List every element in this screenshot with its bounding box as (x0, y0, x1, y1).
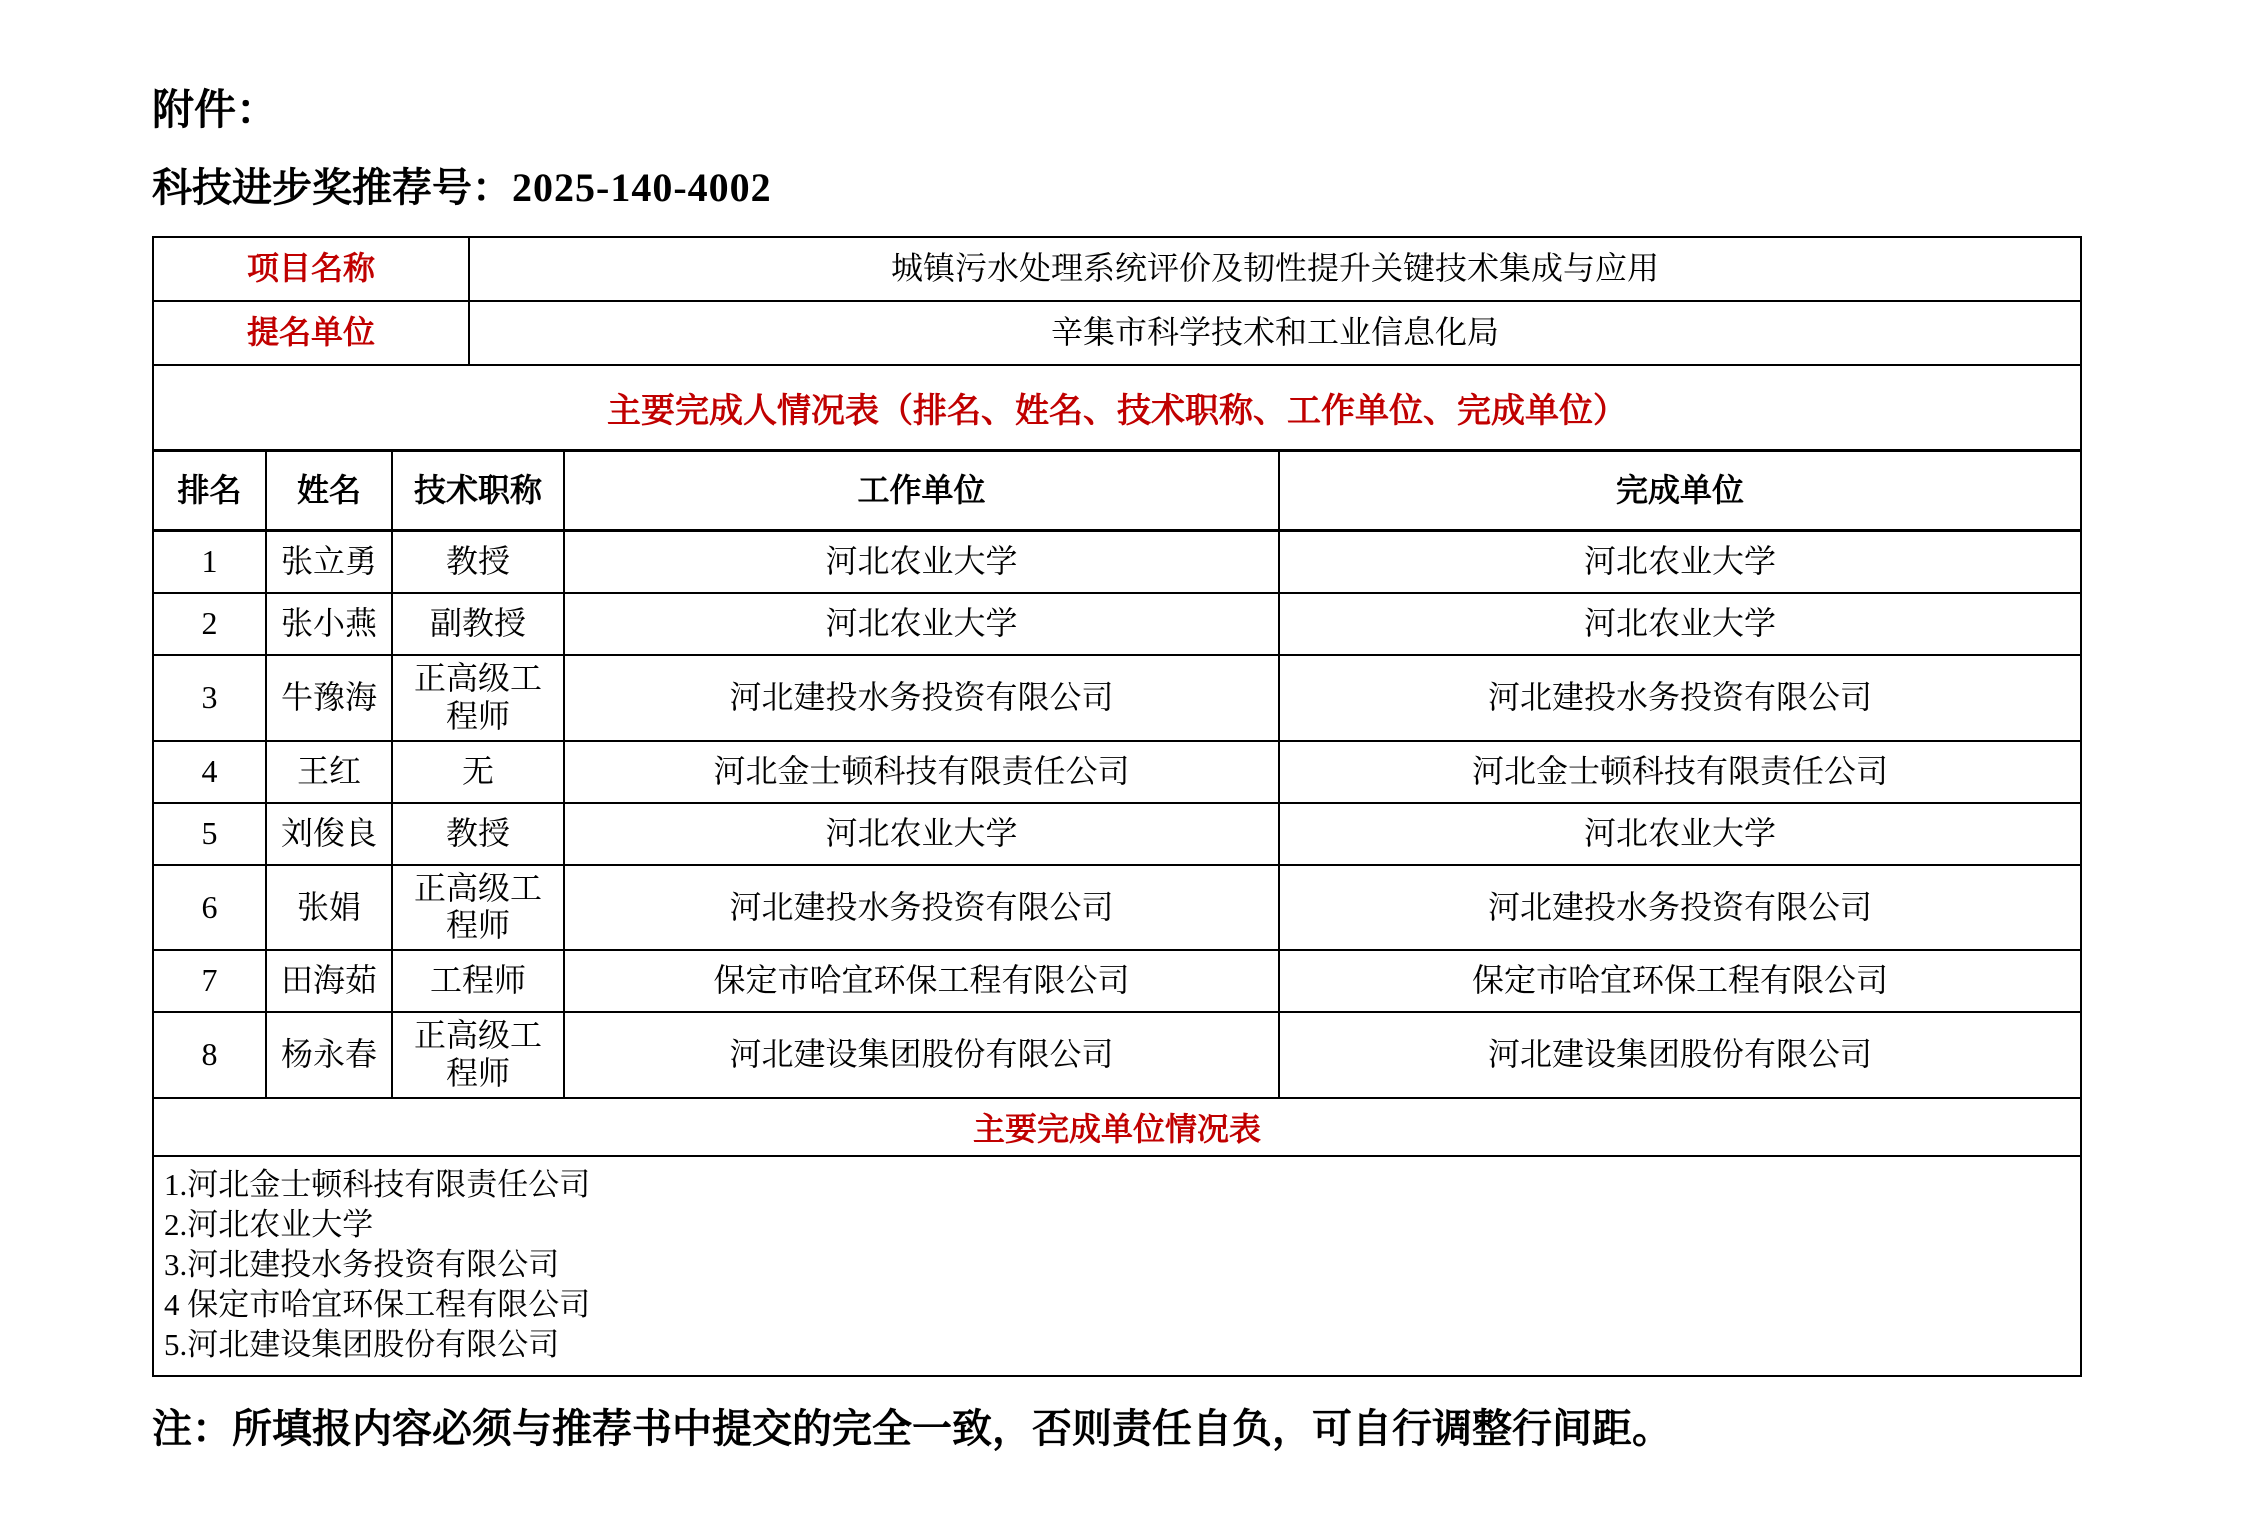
table-row (154, 656, 2080, 742)
table-row (154, 951, 2080, 1013)
rank-cell: 4 (154, 742, 267, 802)
rank-cell: 1 (154, 532, 267, 592)
work-unit-cell: 河北建投水务投资有限公司 (565, 866, 1280, 950)
rank-cell: 6 (154, 866, 267, 950)
work-unit-cell: 河北建投水务投资有限公司 (565, 656, 1280, 740)
attachment-label: 附件： (152, 88, 279, 134)
column-header-rank: 排名 (154, 452, 267, 529)
work-unit-cell: 河北农业大学 (565, 804, 1280, 864)
list-item: 2.河北农业大学 (164, 1206, 374, 1242)
list-item: 1.河北金士顿科技有限责任公司 (164, 1166, 591, 1202)
name-cell: 牛豫海 (267, 656, 393, 740)
rank-cell: 3 (154, 656, 267, 740)
table-row (154, 1013, 2080, 1099)
rank-cell: 2 (154, 594, 267, 654)
name-cell: 田海茹 (267, 951, 393, 1011)
contributors-title: 主要完成人情况表（排名、姓名、技术职称、工作单位、完成单位） (607, 393, 1627, 431)
title-cell: 无 (393, 742, 565, 802)
title-cell: 副教授 (393, 594, 565, 654)
list-item: 4 保定市哈宜环保工程有限公司 (164, 1286, 591, 1322)
table-row (154, 866, 2080, 952)
completion-unit-cell: 河北建设集团股份有限公司 (1487, 1036, 1872, 1073)
table-row (154, 804, 2080, 866)
contributors-header-row (154, 452, 2080, 532)
completion-unit-cell: 河北金士顿科技有限责任公司 (1471, 752, 1888, 789)
units-title-row (154, 1099, 2080, 1157)
rank-cell: 8 (154, 1013, 267, 1097)
table-row (154, 594, 2080, 656)
nominating-unit-value: 辛集市科学技术和工业信息化局 (1050, 314, 1499, 351)
column-header-completion-unit: 完成单位 (1615, 471, 1744, 508)
title-cell: 教授 (393, 532, 565, 592)
recommendation-number-line (152, 166, 2082, 210)
title-cell: 正高级工程师 (393, 656, 565, 740)
nominating-unit-row (154, 302, 2080, 366)
completion-unit-cell: 保定市哈宜环保工程有限公司 (1471, 962, 1888, 999)
rank-cell: 5 (154, 804, 267, 864)
name-cell: 杨永春 (267, 1013, 393, 1097)
project-name-row (154, 238, 2080, 302)
recommendation-label: 科技进步奖推荐号： (152, 165, 512, 211)
project-name-label: 项目名称 (154, 238, 470, 300)
footer-note: 注：所填报内容必须与推荐书中提交的完全一致，否则责任自负，可自行调整行间距。 (152, 1405, 1672, 1451)
title-cell: 正高级工程师 (393, 1013, 565, 1097)
table-row (154, 742, 2080, 804)
name-cell: 张立勇 (267, 532, 393, 592)
name-cell: 王红 (267, 742, 393, 802)
name-cell: 张小燕 (267, 594, 393, 654)
work-unit-cell: 保定市哈宜环保工程有限公司 (565, 951, 1280, 1011)
title-cell: 教授 (393, 804, 565, 864)
completion-unit-cell: 河北农业大学 (1583, 605, 1776, 642)
name-cell: 刘俊良 (267, 804, 393, 864)
work-unit-cell: 河北农业大学 (565, 594, 1280, 654)
completion-unit-cell: 河北农业大学 (1583, 814, 1776, 851)
list-item: 5.河北建设集团股份有限公司 (164, 1326, 560, 1362)
title-cell: 工程师 (393, 951, 565, 1011)
table-row (154, 532, 2080, 594)
completion-unit-cell: 河北建投水务投资有限公司 (1487, 679, 1872, 716)
award-table (152, 236, 2082, 1377)
project-name-value: 城镇污水处理系统评价及韧性提升关键技术集成与应用 (890, 250, 1659, 287)
title-cell: 正高级工程师 (393, 866, 565, 950)
completion-unit-cell: 河北农业大学 (1583, 543, 1776, 580)
units-list (154, 1157, 2080, 1375)
list-item: 3.河北建投水务投资有限公司 (164, 1246, 560, 1282)
nominating-unit-label: 提名单位 (154, 302, 470, 364)
rank-cell: 7 (154, 951, 267, 1011)
work-unit-cell: 河北建设集团股份有限公司 (565, 1013, 1280, 1097)
name-cell: 张娟 (267, 866, 393, 950)
work-unit-cell: 河北金士顿科技有限责任公司 (565, 742, 1280, 802)
column-header-work-unit: 工作单位 (565, 452, 1280, 529)
contributors-title-row (154, 366, 2080, 452)
units-list-row (154, 1157, 2080, 1375)
column-header-name: 姓名 (267, 452, 393, 529)
work-unit-cell: 河北农业大学 (565, 532, 1280, 592)
recommendation-number: 2025-140-4002 (512, 165, 772, 211)
column-header-title: 技术职称 (393, 452, 565, 529)
units-title: 主要完成单位情况表 (972, 1110, 1261, 1147)
completion-unit-cell: 河北建投水务投资有限公司 (1487, 888, 1872, 925)
